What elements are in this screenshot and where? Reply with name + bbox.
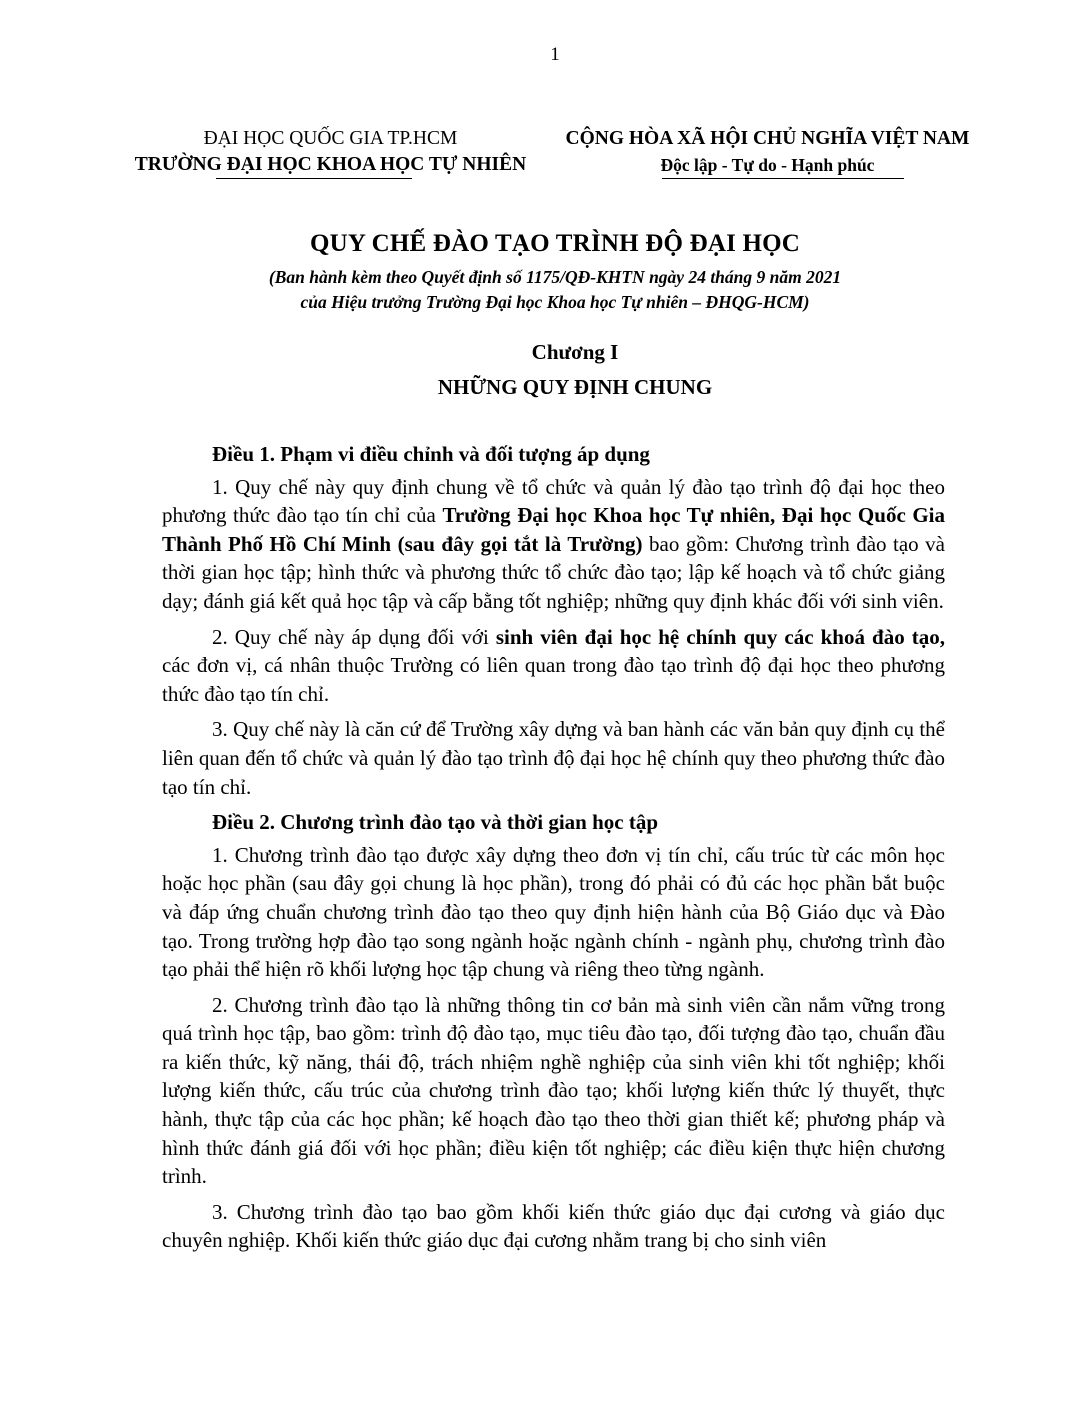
document-subtitle bbox=[0, 265, 1088, 315]
subtitle-line-1: (Ban hành kèm theo Quyết định số 1175/QĐ-KHTN ngày 24 tháng 9 năm 2021 bbox=[268, 267, 842, 287]
article-2-paragraph-3: 3. Chương trình đào tạo bao gồm khối kiến thức giáo dục đại cương và giáo dục chuyên nghiệp. Khối kiến thức giáo dục đại cương nhằm trang bị cho sinh viên bbox=[162, 1199, 945, 1253]
page-number: 1 bbox=[550, 44, 560, 65]
article-1-p2-text-a: 2. Quy chế này áp dụng đối với bbox=[212, 624, 496, 649]
header-right-underline bbox=[662, 178, 904, 179]
chapter-title: NHỮNG QUY ĐỊNH CHUNG bbox=[437, 375, 713, 399]
article-1-heading: Điều 1. Phạm vi điều chỉnh và đối tượng áp dụng bbox=[212, 442, 650, 466]
article-1-p1-text-a: 1. Quy chế này quy định chung về tổ chức và quản lý đào tạo trình độ đại học theo phương thức đào tạo tín chỉ của bbox=[162, 474, 945, 528]
article-1-p1-text-b: bao gồm: Chương trình đào tạo và thời gian học tập; hình thức và phương thức tổ chức đào tạo; lập kế hoạch và tổ chức giảng dạy; đánh giá kết quả học tập và cấp bằng tốt nghiệp; những quy định khác đối với sinh viên. bbox=[162, 531, 945, 613]
article-1-paragraph-1 bbox=[162, 473, 945, 616]
article-2-heading: Điều 2. Chương trình đào tạo và thời gian học tập bbox=[212, 810, 659, 835]
article-2-paragraph-2: 2. Chương trình đào tạo là những thông tin cơ bản mà sinh viên cần nắm vững trong quá trình học tập, bao gồm: trình độ đào tạo, mục tiêu đào tạo, đối tượng đào tạo, chuẩn đầu ra kiến thức, kỹ năng, thái độ, trách nhiệm nghề nghiệp của sinh viên khi tốt nghiệp; khối lượng kiến thức, cấu trúc của chương trình đào tạo; khối lượng kiến thức lý thuyết, thực hành, thực tập của các học phần; kế hoạch đào tạo theo thời gian thiết kế; phương pháp và hình thức đánh giá đối với học phần; điều kiện tốt nghiệp; các điều kiện thực hiện chương trình. bbox=[162, 992, 945, 1189]
school-name: TRƯỜNG ĐẠI HỌC KHOA HỌC TỰ NHIÊN bbox=[134, 154, 527, 175]
article-1-paragraph-2 bbox=[162, 623, 945, 709]
header-left-block bbox=[128, 126, 533, 178]
document-body bbox=[162, 440, 945, 1262]
chapter-number: Chương I bbox=[531, 340, 619, 364]
national-motto: Độc lập - Tự do - Hạnh phúc bbox=[660, 155, 875, 175]
article-2-paragraph-1: 1. Chương trình đào tạo được xây dựng theo đơn vị tín chỉ, cấu trúc từ các môn học hoặc học phần (sau đây gọi chung là học phần), trong đó phải có đủ các học phần bắt buộc và đáp ứng chuẩn chương trình đào tạo theo quy định hiện hành của Bộ Giáo dục và Đào tạo. Trong trường hợp đào tạo song ngành hoặc ngành chính - ngành phụ, chương trình đào tạo phải thể hiện rõ khối lượng học tập chung và riêng theo từng ngành. bbox=[162, 842, 945, 982]
article-1-p2-bold: sinh viên đại học hệ chính quy các khoá đào tạo, bbox=[495, 624, 945, 649]
header-right-block bbox=[555, 126, 980, 178]
header-left-underline bbox=[216, 178, 412, 179]
article-1-p1-bold: Trường Đại học Khoa học Tự nhiên, Đại học Quốc Gia Thành Phố Hồ Chí Minh (sau đây gọi tắt là Trường) bbox=[162, 503, 946, 556]
article-1-p2-text-b: các đơn vị, cá nhân thuộc Trường có liên quan trong đào tạo trình độ đại học theo phương thức đào tạo tín chỉ. bbox=[162, 653, 945, 706]
document-title: QUY CHẾ ĐÀO TẠO TRÌNH ĐỘ ĐẠI HỌC bbox=[309, 230, 801, 257]
country-name: CỘNG HÒA XÃ HỘI CHỦ NGHĨA VIỆT NAM bbox=[565, 128, 970, 149]
article-1-paragraph-3: 3. Quy chế này là căn cứ để Trường xây dựng và ban hành các văn bản quy định cụ thể liên quan đến tổ chức và quản lý đào tạo trình độ đại học hệ chính quy theo phương thức đào tạo tín chỉ. bbox=[162, 717, 945, 799]
subtitle-line-2: của Hiệu trưởng Trường Đại học Khoa học Tự nhiên – ĐHQG-HCM) bbox=[300, 292, 810, 312]
university-name: ĐẠI HỌC QUỐC GIA TP.HCM bbox=[203, 128, 458, 149]
